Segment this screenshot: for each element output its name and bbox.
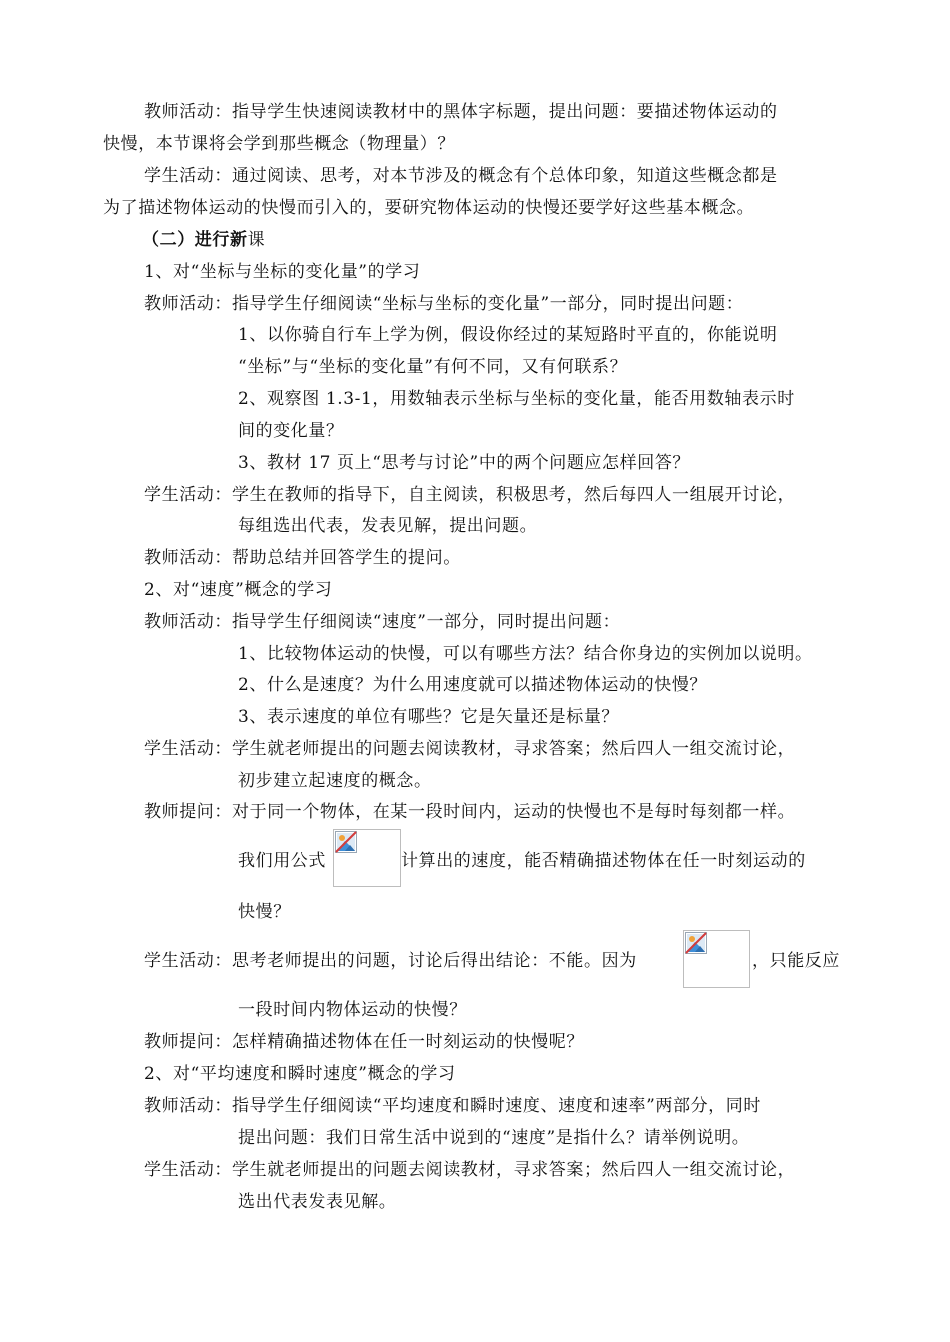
- student-activity-4-line-1b: ，只能反应: [752, 951, 840, 971]
- student-activity-3-line-1: 学生活动：学生就老师提出的问题去阅读教材，寻求答案；然后四人一组交流讨论，: [144, 739, 796, 759]
- teacher-question-1-line-3: 快慢？: [238, 902, 291, 922]
- question-2-1: 1、比较物体运动的快慢，可以有哪些方法？结合你身边的实例加以说明。: [238, 644, 813, 664]
- student-activity-2-line-1: 学生活动：学生在教师的指导下，自主阅读，积极思考，然后每四人一组展开讨论，: [144, 485, 796, 505]
- question-1-1-line-2: “坐标”与“坐标的变化量”有何不同，又有何联系？: [238, 357, 628, 377]
- teacher-activity-3: 教师活动：帮助总结并回答学生的提问。: [144, 548, 461, 568]
- teacher-activity-5-line-2: 提出问题：我们日常生活中说到的“速度”是指什么？请举例说明。: [238, 1128, 750, 1148]
- teacher-activity-5-line-1: 教师活动：指导学生仔细阅读“平均速度和瞬时速度、速度和速率”两部分，同时: [144, 1096, 761, 1116]
- student-activity-4-line-1a: 学生活动：思考老师提出的问题，讨论后得出结论：不能。因为: [144, 951, 637, 971]
- student-activity-2-line-2: 每组选出代表，发表见解，提出问题。: [238, 516, 538, 536]
- formula-image-1: [333, 829, 401, 887]
- student-activity-1-line-2: 为了描述物体运动的快慢而引入的，要研究物体运动的快慢还要学好这些基本概念。: [103, 198, 755, 218]
- question-1-1-line-1: 1、以你骑自行车上学为例，假设你经过的某短路时平直的，你能说明: [238, 325, 778, 345]
- teacher-activity-4: 教师活动：指导学生仔细阅读“速度”一部分，同时提出问题：: [144, 612, 621, 632]
- section-heading: [142, 229, 265, 251]
- student-activity-3-line-2: 初步建立起速度的概念。: [238, 771, 432, 791]
- teacher-question-1-line-2b: 计算出的速度，能否精确描述物体在任一时刻运动的: [401, 851, 806, 871]
- question-1-2-line-1: 2、观察图 1.3-1，用数轴表示坐标与坐标的变化量，能否用数轴表示时: [238, 389, 795, 409]
- teacher-question-2: 教师提问：怎样精确描述物体在任一时刻运动的快慢呢？: [144, 1032, 584, 1052]
- question-1-2-line-2: 间的变化量？: [238, 421, 344, 441]
- formula-image-2: [683, 930, 750, 988]
- question-2-2: 2、什么是速度？为什么用速度就可以描述物体运动的快慢？: [238, 675, 708, 695]
- broken-image-icon: [335, 831, 357, 853]
- student-activity-5-line-2: 选出代表发表见解。: [238, 1192, 397, 1212]
- teacher-activity-1-line-1: 教师活动：指导学生快速阅读教材中的黑体字标题，提出问题：要描述物体运动的: [144, 102, 778, 122]
- section-heading-bold: （二）进行新: [142, 230, 248, 250]
- item-1-title: 1、对“坐标与坐标的变化量”的学习: [144, 262, 421, 282]
- broken-image-icon: [685, 932, 707, 954]
- student-activity-1-line-1: 学生活动：通过阅读、思考，对本节涉及的概念有个总体印象，知道这些概念都是: [144, 166, 778, 186]
- item-2-title: 2、对“速度”概念的学习: [144, 580, 333, 600]
- section-heading-tail: 课: [247, 230, 266, 250]
- student-activity-4-line-2: 一段时间内物体运动的快慢？: [238, 1000, 467, 1020]
- teacher-question-1-line-1: 教师提问：对于同一个物体，在某一段时间内，运动的快慢也不是每时每刻都一样。: [144, 802, 796, 822]
- teacher-activity-2: 教师活动：指导学生仔细阅读“坐标与坐标的变化量”一部分，同时提出问题：: [144, 294, 744, 314]
- question-2-3: 3、表示速度的单位有哪些？它是矢量还是标量？: [238, 707, 620, 727]
- student-activity-5-line-1: 学生活动：学生就老师提出的问题去阅读教材，寻求答案；然后四人一组交流讨论，: [144, 1160, 796, 1180]
- item-3-title: 2、对“平均速度和瞬时速度”概念的学习: [144, 1064, 456, 1084]
- teacher-question-1-line-2a: 我们用公式: [238, 851, 326, 871]
- question-1-3: 3、教材 17 页上“思考与讨论”中的两个问题应怎样回答？: [238, 453, 691, 473]
- teacher-activity-1-line-2: 快慢，本节课将会学到那些概念（物理量）？: [103, 134, 455, 154]
